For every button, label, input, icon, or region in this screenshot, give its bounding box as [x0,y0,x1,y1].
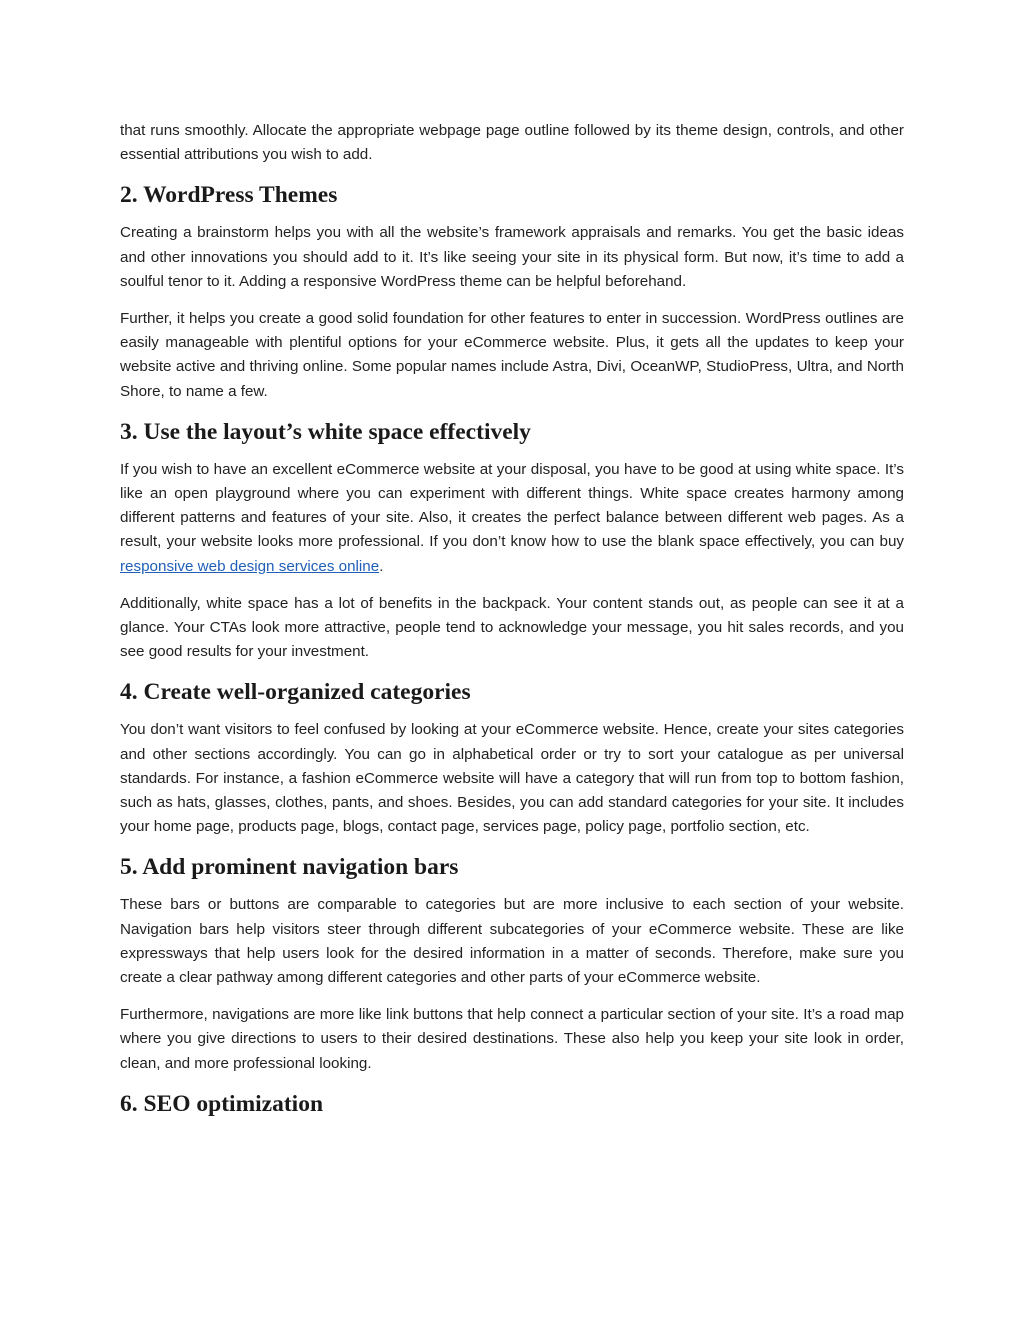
paragraph-themes-1: Creating a brainstorm helps you with all the website’s framework appraisals and remarks. You get the basic ideas and other innovations you should add to it. It’s like seeing your site in its physical form. But now, it’s time to add a soulful tenor to it. Adding a responsive WordPress theme can be helpful beforehand. [120,224,904,290]
heading-wordpress-themes: 2. WordPress Themes [120,182,338,209]
heading-white-space: 3. Use the layout’s white space effectively [120,418,531,445]
paragraph-white-space-2: Additionally, white space has a lot of benefits in the backpack. Your content stands out, as people can see it at a glance. Your CTAs look more attractive, people tend to acknowledge your message, you hit sales records, and you see good results for your investment. [120,594,904,661]
paragraph-white-space-text: If you wish to have an excellent eCommerce website at your disposal, you have to be good at using white space. It’s like an open playground where you can experiment with different things. White space creates harmony among different patterns and features of your site. Also, it creates the perfect balance between different web pages. As a result, your website looks more professional. If you don’t know how to use the blank space effectively, you can buy [120,460,904,551]
paragraph-white-space-1 [120,458,904,579]
heading-categories: 4. Create well-organized categories [120,679,471,706]
heading-seo-optimization: 6. SEO optimization [120,1090,324,1117]
document-page [120,119,904,1130]
paragraph-themes-2: Further, it helps you create a good solid foundation for other features to enter in succession. WordPress outlines are easily manageable with plentiful options for your eCommerce website. Plus, it gets all the updates to keep your website active and thriving online. Some popular names include Astra, Divi, OceanWP, StudioPress, Ultra, and North Shore, to name a few. [120,310,904,400]
intro-paragraph: that runs smoothly. Allocate the appropriate webpage page outline followed by its theme design, controls, and other essential attributions you wish to add. [120,122,904,164]
paragraph-navigation-1: These bars or buttons are comparable to categories but are more inclusive to each section of your website. Navigation bars help visitors steer through different subcategories of your eCommerce website. These are like expressways that help users look for the desired information in a matter of seconds. Therefore, make sure you create a clear pathway among different categories and other parts of your eCommerce website. [120,896,904,987]
heading-navigation-bars: 5. Add prominent navigation bars [120,854,459,881]
paragraph-navigation-2: Furthermore, navigations are more like link buttons that help connect a particular section of your site. It’s a road map where you give directions to users to their desired destinations. These also help you keep your site look in order, clean, and more professional looking. [120,1006,904,1072]
paragraph-categories-1: You don’t want visitors to feel confused by looking at your eCommerce website. Hence, create your sites categories and other sections accordingly. You can go in alphabetical order or try to sort your catalogue as per universal standards. For instance, a fashion eCommerce website will have a category that will run from top to bottom fashion, such as hats, glasses, clothes, pants, and shoes. Besides, you can add standard categories for your site. It includes your home page, products page, blogs, contact page, services page, policy page, portfolio section, etc. [120,721,904,836]
responsive-web-design-link[interactable]: responsive web design services online [120,557,380,575]
paragraph-white-space-period: . [379,557,384,575]
